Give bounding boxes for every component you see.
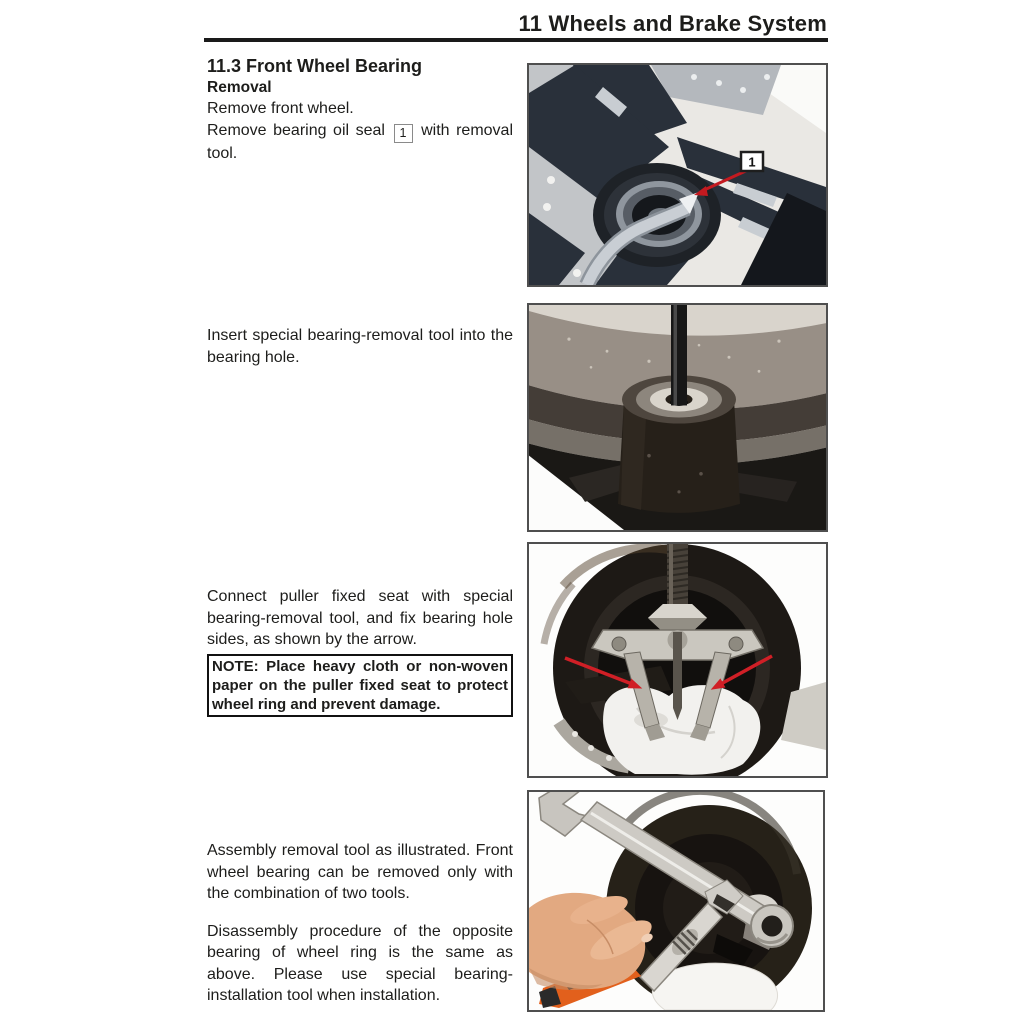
figure-puller-fixed-seat bbox=[527, 542, 828, 778]
step-connect-puller: Connect puller fixed seat with special bearing-removal tool, and fix bearing hole sides, as shown by the arrow. bbox=[207, 588, 513, 648]
procedure-heading: Removal bbox=[207, 79, 272, 96]
puller-illustration bbox=[529, 544, 826, 776]
insert-tool-block bbox=[207, 325, 513, 368]
figure1-callout-text: 1 bbox=[748, 154, 756, 170]
note-box: NOTE: Place heavy cloth or non-woven paper on the puller fixed seat to protect wheel ring and prevent damage. bbox=[207, 654, 513, 717]
section-intro-block bbox=[207, 55, 513, 164]
inline-callout-1-text: 1 bbox=[399, 125, 407, 140]
chapter-title: 11 Wheels and Brake System bbox=[518, 11, 827, 36]
inline-callout-1 bbox=[394, 124, 413, 143]
oil-seal-text-post: with removal tool. bbox=[207, 121, 514, 162]
figure-tool-combination bbox=[527, 790, 825, 1012]
assembly-block bbox=[207, 840, 513, 1007]
bearing-tool-illustration bbox=[529, 305, 826, 530]
removal-tool-rod bbox=[670, 305, 688, 406]
step-assembly: Assembly removal tool as illustrated. Front wheel bearing can be removed only with the combination of two tools. bbox=[207, 842, 513, 902]
step-insert-tool: Insert special bearing-removal tool into the bearing hole. bbox=[207, 327, 513, 366]
oil-seal-text-pre: Remove bearing oil seal bbox=[207, 121, 385, 139]
header-rule bbox=[204, 38, 828, 42]
step-remove-wheel: Remove front wheel. bbox=[207, 100, 354, 117]
section-heading: 11.3 Front Wheel Bearing bbox=[207, 56, 423, 76]
figure-bearing-removal-tool bbox=[527, 303, 828, 532]
step-disassembly: Disassembly procedure of the opposite bearing of wheel ring is the same as above. Please use special bearing-installation tool when installation. bbox=[207, 922, 513, 1004]
tool-combination-illustration bbox=[529, 792, 823, 1010]
puller-block bbox=[207, 586, 513, 717]
figure-oil-seal-removal bbox=[527, 63, 828, 287]
callout-1-label bbox=[741, 152, 763, 171]
oil-seal-removal-illustration bbox=[529, 65, 826, 285]
step-remove-oil-seal bbox=[207, 120, 513, 165]
